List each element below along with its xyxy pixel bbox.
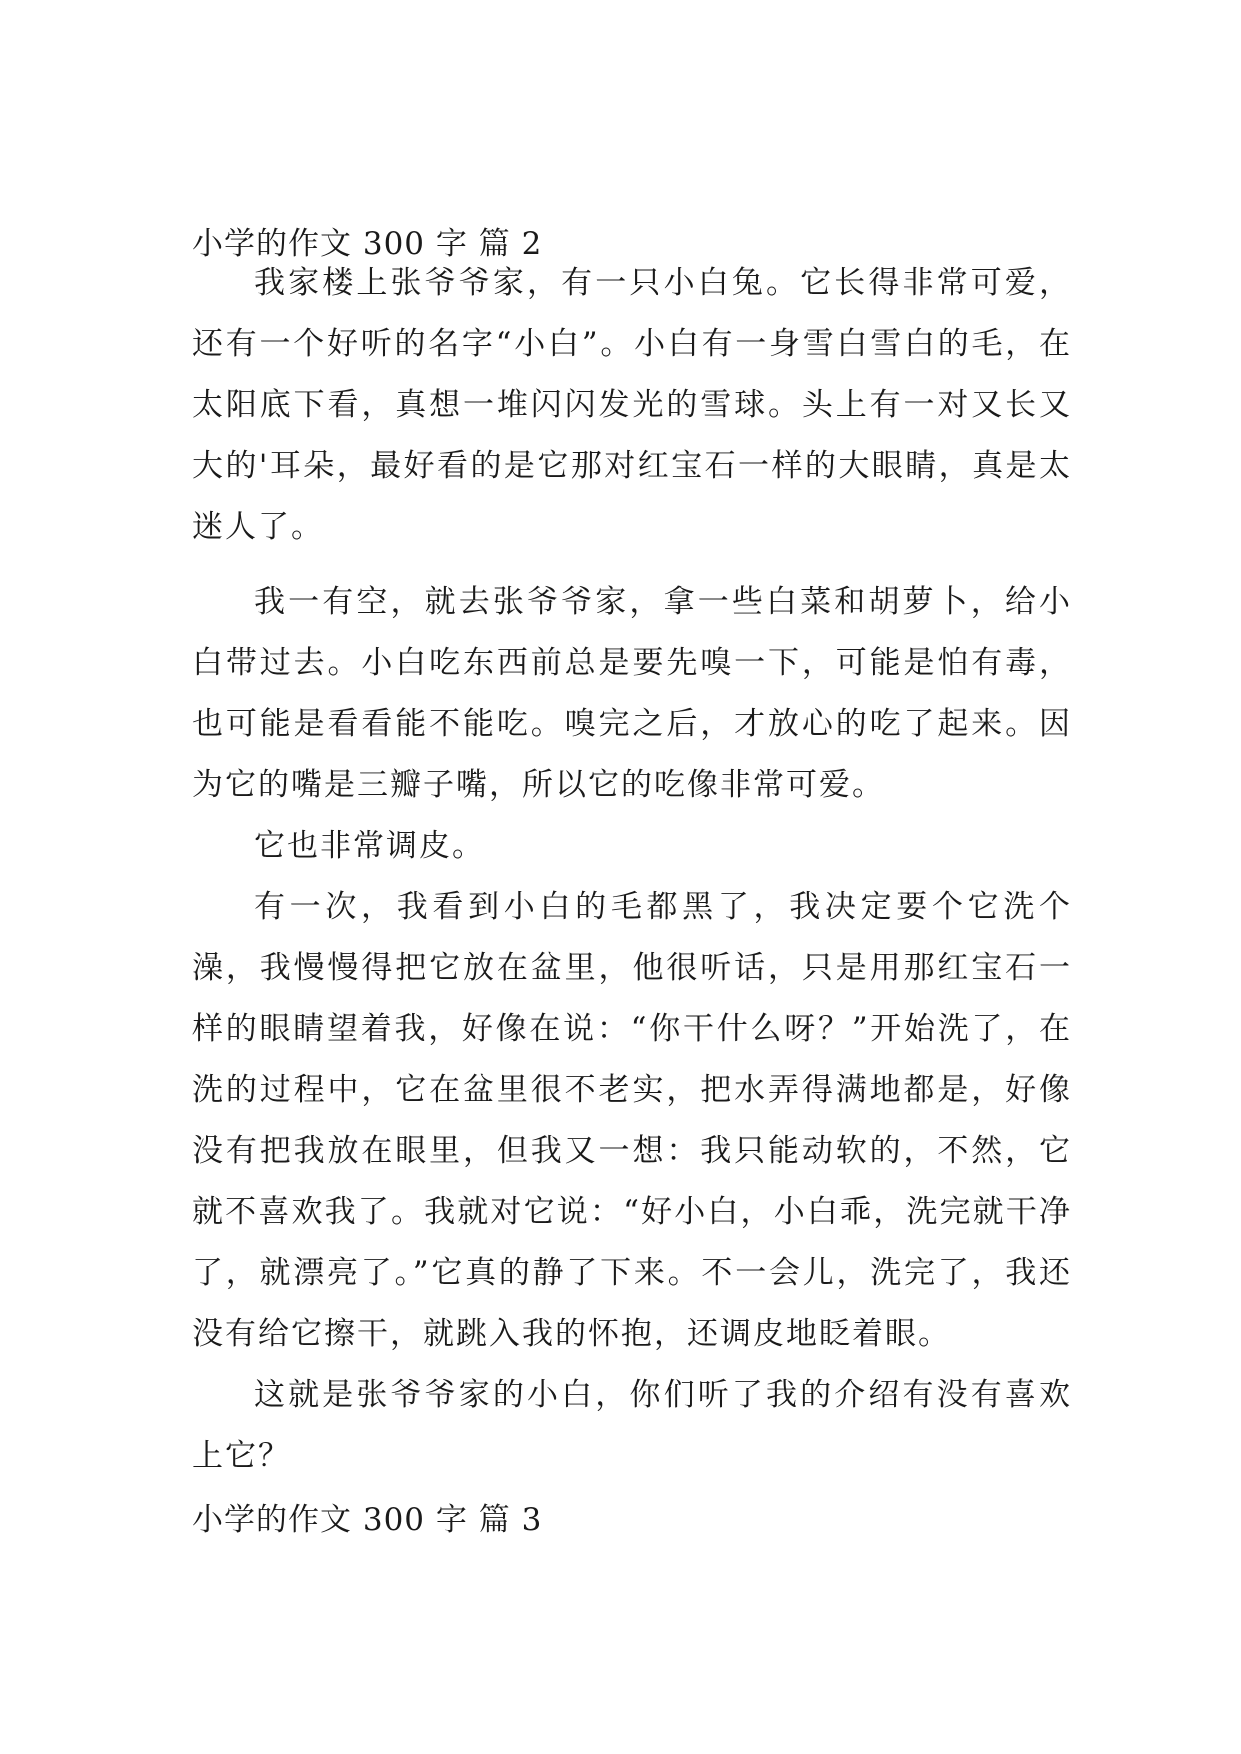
section-heading: 小学的作文 300 字 篇 3 — [192, 1502, 543, 1538]
paragraph-1: 我家楼上张爷爷家，有一只小白兔。它长得非常可爱，还有一个好听的名字“小白”。小白有一身雪白雪白的毛，在太阳底下看，真想一堆闪闪发光的雪球。头上有一对又长又大的'耳朵，最好看的是它那对红宝石一样的大眼睛，真是太迷人了。 — [192, 265, 1072, 545]
section-heading: 小学的作文 300 字 篇 2 — [192, 226, 543, 262]
paragraph-4: 有一次，我看到小白的毛都黑了，我决定要个它洗个澡，我慢慢得把它放在盆里，他很听话，只是用那红宝石一样的眼睛望着我，好像在说：“你干什么呀？”开始洗了，在洗的过程中，它在盆里很不老实，把水弄得满地都是，好像没有把我放在眼里，但我又一想：我只能动软的，不然，它就不喜欢我了。我就对它说：“好小白，小白乖，洗完就干净了，就漂亮了。”它真的静了下来。不一会儿，洗完了，我还没有给它擦干，就跳入我的怀抱，还调皮地眨着眼。 — [192, 889, 1072, 1352]
essay-body — [192, 248, 1072, 1487]
paragraph-2: 我一有空，就去张爷爷家，拿一些白菜和胡萝卜，给小白带过去。小白吃东西前总是要先嗅一下，可能是怕有毒，也可能是看看能不能吃。嗅完之后，才放心的吃了起来。因为它的嘴是三瓣子嘴，所以它的吃像非常可爱。 — [192, 584, 1072, 803]
paragraph-5: 这就是张爷爷家的小白，你们听了我的介绍有没有喜欢上它？ — [192, 1377, 1072, 1474]
paragraph-3: 它也非常调皮。 — [254, 828, 485, 864]
